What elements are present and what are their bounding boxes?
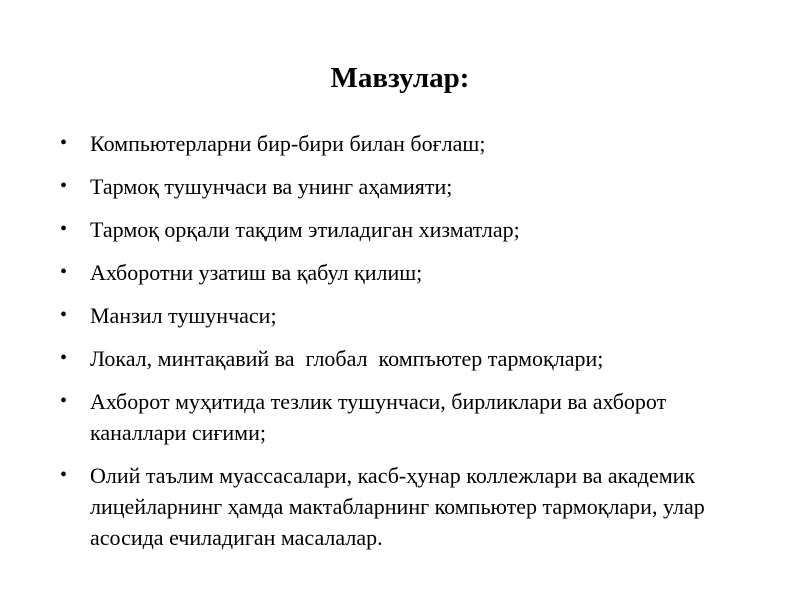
- slide-title: Мавзулар:: [330, 62, 470, 94]
- list-item-text: Компьютерларни бир-бири билан боғлаш;: [90, 131, 486, 156]
- list-item: [60, 128, 750, 159]
- list-item-text: Ахборотни узатиш ва қабул қилиш;: [90, 260, 423, 285]
- list-item: [60, 257, 750, 288]
- list-item: [60, 214, 750, 245]
- bullet-icon: •: [60, 261, 68, 283]
- bullet-icon: •: [60, 390, 68, 412]
- list-item-text: Тармоқ тушунчаси ва унинг аҳамияти;: [90, 174, 453, 199]
- list-item: [60, 386, 750, 448]
- bullet-icon: •: [60, 347, 68, 369]
- topic-list: [60, 128, 750, 565]
- list-item-text: Манзил тушунчаси;: [90, 303, 277, 328]
- list-item-text: Тармоқ орқали тақдим этиладиган хизматлар;: [90, 217, 520, 242]
- list-item-text: Ахборот муҳитида тезлик тушунчаси, бирликлари ва ахборот каналлари сиғими;: [90, 389, 667, 445]
- bullet-icon: •: [60, 304, 68, 326]
- list-item-text: Олий таълим муассасалари, касб-ҳунар коллежлари ва академик лицейларнинг ҳамда мактабларнинг компьютер тармоқлари, улар асосида ечиладиган масалалар.: [90, 463, 705, 550]
- bullet-icon: •: [60, 218, 68, 240]
- list-item-text: Локал, минтақавий ва глобал компъютер тармоқлари;: [90, 346, 604, 371]
- list-item: [60, 300, 750, 331]
- bullet-icon: •: [60, 175, 68, 197]
- bullet-icon: •: [60, 464, 68, 486]
- list-item: [60, 460, 750, 553]
- bullet-icon: •: [60, 132, 68, 154]
- list-item: [60, 171, 750, 202]
- list-item: [60, 343, 750, 374]
